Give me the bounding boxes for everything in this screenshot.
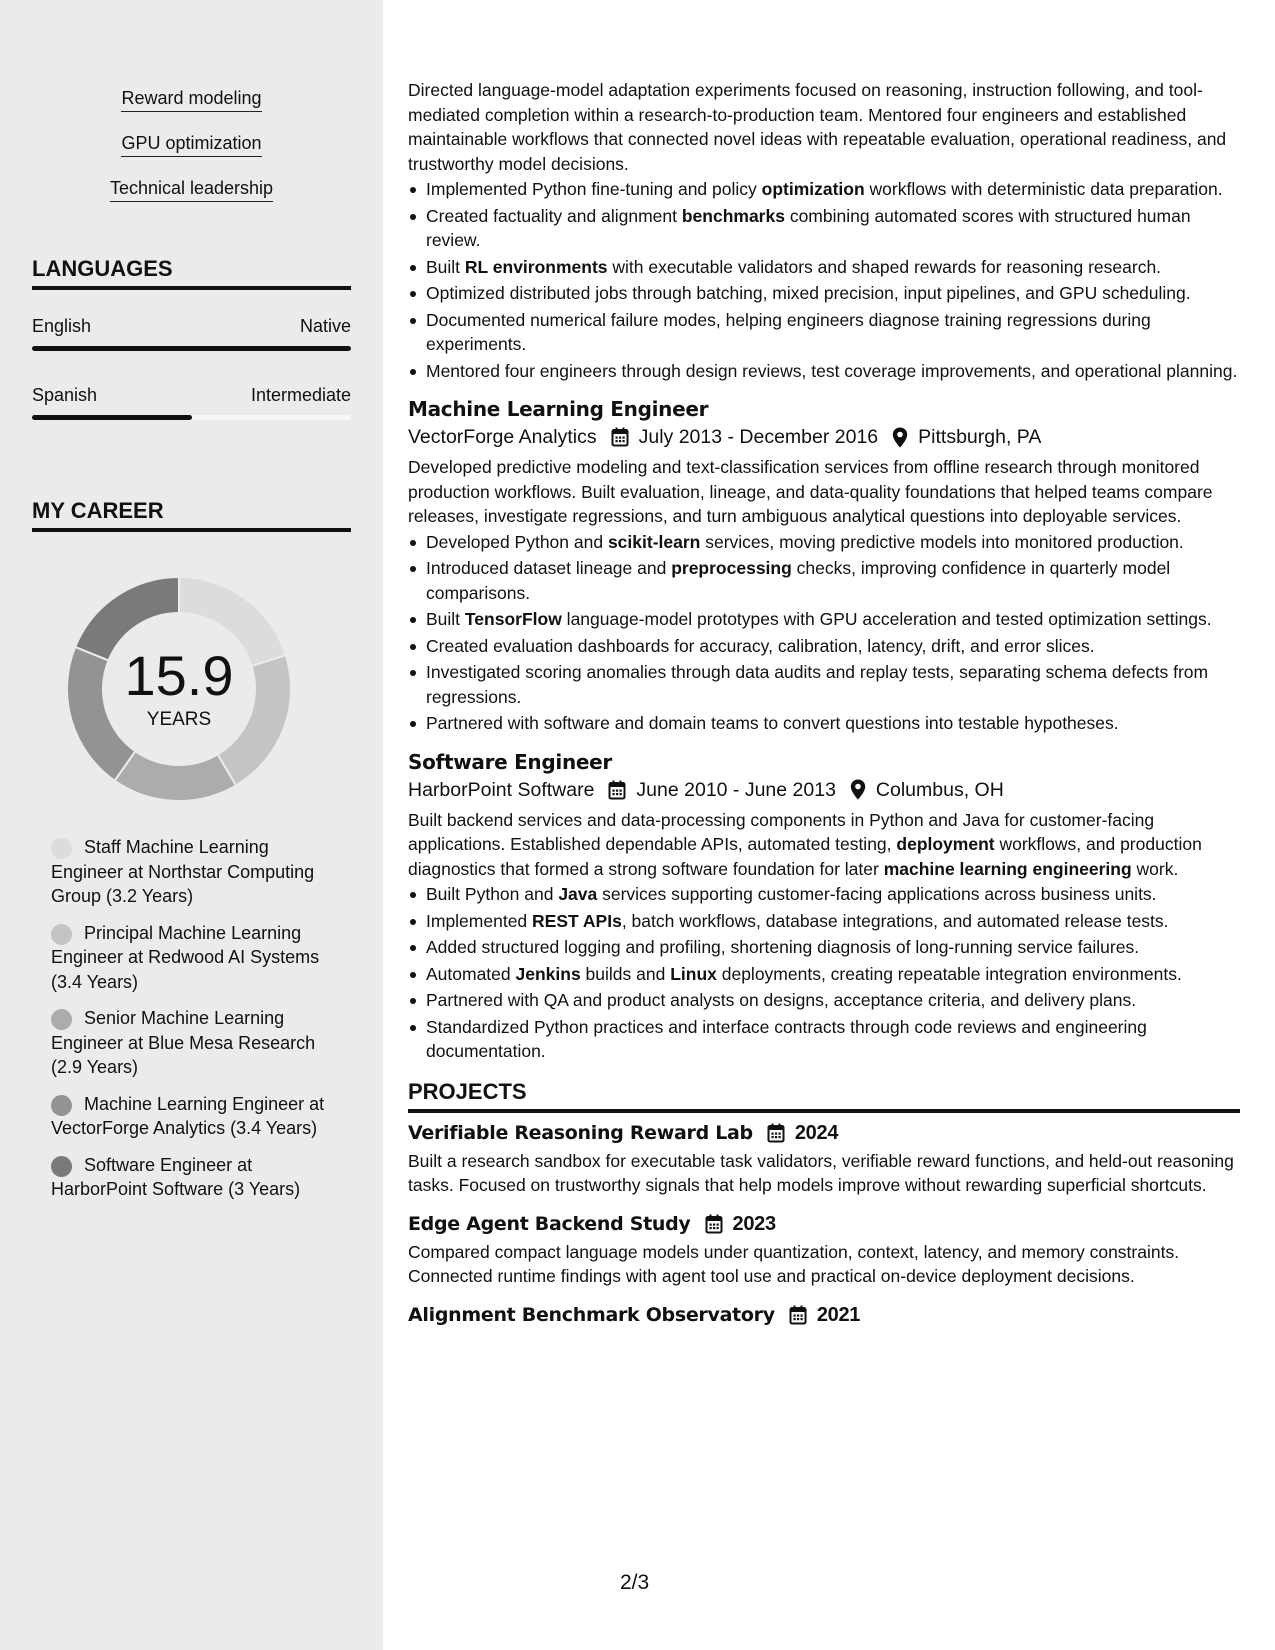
legend-label: Software Engineer at HarborPoint Software (3 Years): [51, 1154, 301, 1199]
job-title: Machine Learning Engineer: [408, 397, 709, 421]
bold-keyword: TensorFlow: [464, 609, 562, 629]
text-run: Added structured logging and profiling, shortening diagnosis of long-running service failures.: [426, 937, 1140, 957]
text-run: Automated: [426, 963, 516, 984]
text-run: Created factuality and alignment: [426, 205, 682, 226]
skill-item: Reward modeling: [121, 86, 261, 112]
bold-keyword: preprocessing: [671, 558, 792, 578]
job-entry: [408, 395, 1240, 736]
text-run: deployments, creating repeatable integration environments.: [716, 963, 1182, 984]
map-pin-icon: [850, 779, 866, 800]
text-run: Partnered with QA and product analysts on designs, acceptance criteria, and delivery plans.: [426, 990, 1137, 1010]
legend-dot: [51, 1009, 72, 1030]
text-run: work.: [1131, 858, 1179, 879]
text-run: Introduced dataset lineage and: [426, 558, 672, 578]
career-years-label: YEARS: [146, 709, 212, 730]
career-legend-item: [51, 1006, 331, 1080]
career-heading: MY CAREER: [32, 497, 351, 532]
bold-keyword: Linux: [670, 963, 717, 984]
project-name: Verifiable Reasoning Reward Lab: [408, 1121, 753, 1144]
bullet-item: [408, 909, 1240, 934]
bullet-item: [408, 308, 1240, 357]
job-summary: [408, 808, 1240, 882]
company-name: VectorForge Analytics: [408, 426, 597, 448]
project-entry: [408, 1301, 1240, 1329]
skill-item: Technical leadership: [110, 176, 273, 202]
text-run: Implemented Python fine-tuning and policy: [426, 179, 762, 199]
project-name: Edge Agent Backend Study: [408, 1212, 691, 1235]
job-location: Pittsburgh, PA: [918, 426, 1042, 448]
text-run: Built: [426, 609, 465, 629]
bullet-item: [408, 607, 1240, 632]
text-run: with executable validators and shaped rewards for reasoning research.: [607, 256, 1162, 277]
language-level: Intermediate: [250, 385, 351, 405]
text-run: services supporting customer-facing applications across business units.: [597, 884, 1157, 904]
bullet-item: [408, 882, 1240, 907]
legend-label: Machine Learning Engineer at VectorForge Analytics (3.4 Years): [51, 1093, 325, 1138]
bullet-item: [408, 935, 1240, 960]
language-bar: [32, 346, 351, 351]
languages-heading: LANGUAGES: [32, 255, 351, 290]
career-legend-item: [51, 921, 331, 995]
text-run: Built backend services and data-processing components in Python and Java for customer-facing applications. Established dependable APIs, automated testing,: [408, 809, 1155, 854]
bullet-item: [408, 660, 1240, 709]
legend-label: Principal Machine Learning Engineer at Redwood AI Systems (3.4 Years): [51, 922, 320, 992]
text-run: Built: [426, 256, 465, 277]
projects-heading: PROJECTS: [408, 1078, 1240, 1113]
main-content: [408, 78, 1240, 1329]
text-run: Created evaluation dashboards for accuracy, calibration, latency, drift, and error slices.: [426, 635, 1095, 656]
project-year: 2023: [732, 1212, 776, 1235]
job-summary: Developed predictive modeling and text-classification services from offline research through monitored production workflows. Built evaluation, lineage, and data-quality foundations that helped teams compare releases, investigate regressions, and turn ambiguous analytical questions into deployable services.: [408, 457, 1213, 526]
text-run: workflows with deterministic data preparation.: [864, 179, 1223, 199]
bullet-item: [408, 359, 1240, 384]
text-run: Optimized distributed jobs through batching, mixed precision, input pipelines, and GPU scheduling.: [426, 283, 1191, 303]
text-run: Investigated scoring anomalies through data audits and replay tests, separating schema defects from regressions.: [426, 662, 1209, 707]
text-run: Documented numerical failure modes, helping engineers diagnose training regressions during experiments.: [426, 309, 1151, 354]
text-run: services, moving predictive models into monitored production.: [700, 531, 1184, 552]
experience-list: [408, 395, 1240, 1064]
map-pin-icon: [892, 427, 908, 448]
text-run: Implemented: [426, 910, 533, 931]
page-number: 2/3: [620, 1571, 650, 1594]
text-run: Mentored four engineers through design reviews, test coverage improvements, and operational planning.: [426, 360, 1238, 381]
job-dates: June 2010 - June 2013: [636, 778, 836, 801]
text-run: builds and: [580, 963, 671, 984]
skill-item: GPU optimization: [121, 131, 261, 157]
legend-dot: [51, 1095, 72, 1116]
project-year: 2024: [794, 1121, 839, 1144]
language-english: [32, 314, 351, 351]
bullet-item: [408, 634, 1240, 659]
language-bar-fill: [32, 415, 192, 420]
bold-keyword: Java: [558, 884, 598, 904]
legend-dot: [51, 838, 72, 859]
project-title: [408, 1119, 1240, 1147]
bullet-item: [408, 177, 1240, 202]
company-name: HarborPoint Software: [408, 778, 595, 801]
text-run: Built Python and: [426, 884, 559, 904]
career-total-years: 15.9: [124, 644, 234, 707]
job-title: Software Engineer: [408, 749, 612, 774]
text-run: Partnered with software and domain teams to convert questions into testable hypotheses.: [426, 713, 1119, 733]
job-meta: [408, 423, 1240, 451]
bold-keyword: optimization: [761, 179, 865, 199]
sidebar: [0, 0, 383, 1650]
project-entry: [408, 1119, 1240, 1198]
skills-list: [32, 86, 351, 221]
project-year: 2021: [816, 1303, 861, 1326]
job-bullets: [408, 530, 1240, 736]
bold-keyword: RL environments: [464, 256, 608, 277]
career-legend: [51, 835, 331, 1214]
text-run: checks, improving confidence in quarterly model comparisons.: [426, 558, 1171, 603]
job-entry: [408, 748, 1240, 1064]
calendar-icon: [705, 1214, 723, 1234]
language-name: Spanish: [32, 385, 98, 405]
language-spanish: [32, 383, 351, 420]
bullet-item: [408, 255, 1240, 280]
job-bullets: [408, 177, 1240, 383]
text-run: Standardized Python practices and interface contracts through code reviews and engineering documentation.: [426, 1016, 1147, 1061]
text-run: Developed Python and: [426, 531, 608, 552]
career-legend-item: [51, 835, 331, 909]
career-donut-chart: [66, 576, 292, 802]
bullet-item: [408, 988, 1240, 1013]
calendar-icon: [789, 1305, 807, 1325]
career-legend-item: [51, 1092, 331, 1141]
job-summary: Directed language-model adaptation experiments focused on reasoning, instruction following, and tool-mediated completion within a research-to-production team. Mentored four engineers and established maintainable workflows that connected novel ideas with repeatable evaluation, operational readiness, and trustworthy model decisions.: [408, 80, 1227, 174]
bullet-item: [408, 1015, 1240, 1064]
text-run: workflows, and production diagnostics that formed a strong software foundation for later: [408, 834, 1202, 879]
bold-keyword: benchmarks: [681, 205, 785, 226]
text-run: , batch workflows, database integrations, and automated release tests.: [621, 910, 1169, 931]
bullet-item: [408, 711, 1240, 736]
project-name: Alignment Benchmark Observatory: [408, 1303, 775, 1326]
project-description: Compared compact language models under quantization, context, latency, and memory constraints. Connected runtime findings with agent tool use and practical on-device deployment decisions.: [408, 1241, 1180, 1286]
language-level: Native: [299, 316, 351, 336]
bullet-item: [408, 962, 1240, 987]
legend-label: Senior Machine Learning Engineer at Blue Mesa Research (2.9 Years): [51, 1008, 316, 1077]
legend-label: Staff Machine Learning Engineer at Northstar Computing Group (3.2 Years): [51, 837, 315, 906]
legend-dot: [51, 924, 72, 945]
bullet-item: [408, 556, 1240, 605]
legend-dot: [51, 1156, 72, 1177]
bullet-item: [408, 281, 1240, 306]
job-meta: [408, 776, 1240, 804]
bullet-item: [408, 530, 1240, 555]
bullet-item: [408, 204, 1240, 253]
text-run: language-model prototypes with GPU acceleration and tested optimization settings.: [561, 609, 1212, 629]
projects-list: [408, 1119, 1240, 1329]
language-bar: [32, 415, 351, 420]
bold-keyword: deployment: [896, 834, 995, 854]
bold-keyword: machine learning engineering: [883, 858, 1132, 879]
project-description: Built a research sandbox for executable task validators, verifiable reward functions, and held-out reasoning tasks. Focused on trustworthy signals that help models improve without rewarding superficial shortcuts.: [408, 1150, 1234, 1195]
calendar-icon: [611, 427, 629, 447]
job-location: Columbus, OH: [875, 778, 1004, 801]
calendar-icon: [608, 780, 626, 800]
bold-keyword: REST APIs: [532, 910, 622, 931]
project-entry: [408, 1210, 1240, 1289]
project-title: [408, 1210, 1240, 1238]
bold-keyword: Jenkins: [515, 963, 581, 984]
bold-keyword: scikit-learn: [607, 531, 701, 552]
career-legend-item: [51, 1153, 331, 1202]
language-name: English: [32, 316, 92, 336]
job-dates: July 2013 - December 2016: [638, 426, 879, 448]
job-bullets: [408, 882, 1240, 1064]
calendar-icon: [767, 1123, 785, 1143]
project-title: [408, 1301, 1240, 1329]
language-bar-fill: [32, 346, 351, 351]
text-run: combining automated scores with structured human review.: [426, 205, 1191, 250]
